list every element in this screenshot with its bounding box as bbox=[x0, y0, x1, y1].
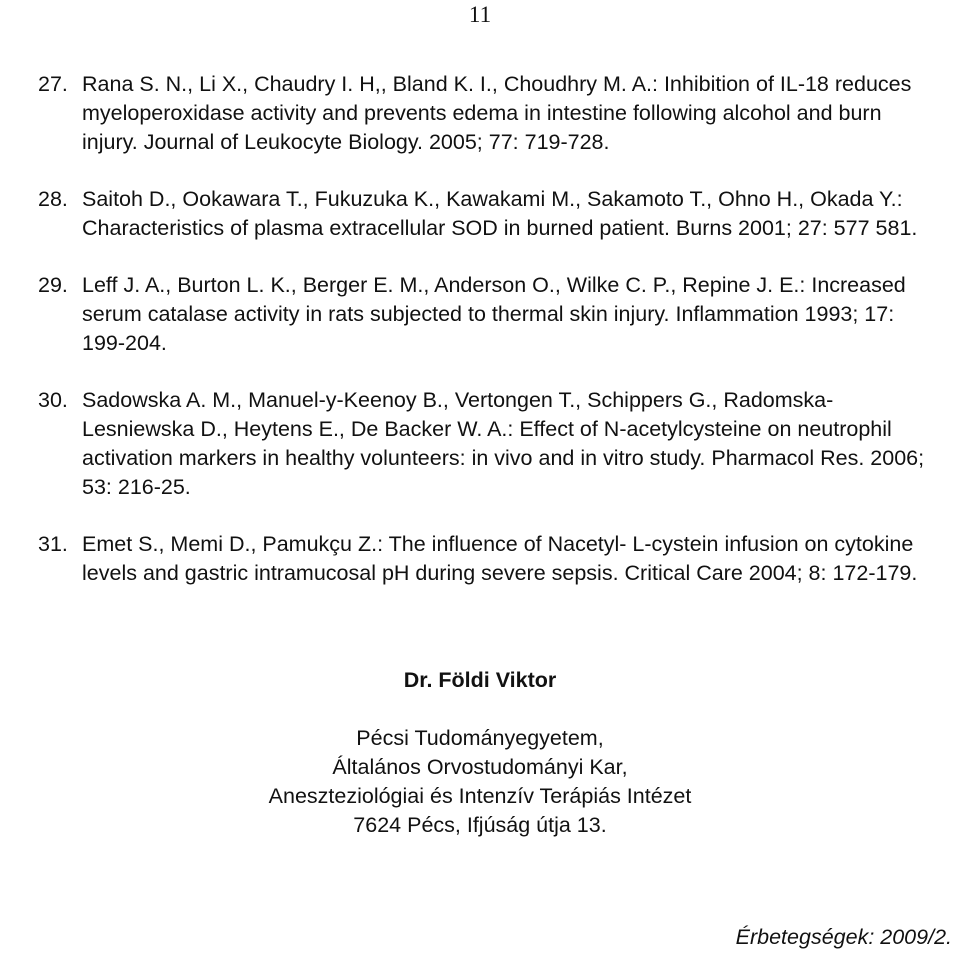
reference-item bbox=[38, 386, 938, 502]
reference-number: 28. bbox=[38, 187, 68, 211]
reference-text: Saitoh D., Ookawara T., Fukuzuka K., Kawakami M., Sakamoto T., Ohno H., Okada Y.: Characteristics of plasma extracellular SOD in burned patient. Burns 2001; 27: 577 581. bbox=[82, 187, 918, 240]
affiliation-line: Aneszteziológiai és Intenzív Terápiás Intézet bbox=[268, 784, 692, 808]
author-block bbox=[0, 666, 960, 840]
reference-list bbox=[38, 70, 938, 616]
affiliation-line: Általános Orvostudományi Kar, bbox=[332, 755, 628, 779]
address-line: 7624 Pécs, Ifjúság útja 13. bbox=[353, 813, 607, 837]
journal-footer: Érbetegségek: 2009/2. bbox=[735, 925, 952, 949]
reference-text: Emet S., Memi D., Pamukçu Z.: The influence of Nacetyl- L-cystein infusion on cytokine levels and gastric intramucosal pH during severe sepsis. Critical Care 2004; 8: 172-179. bbox=[82, 532, 918, 585]
reference-number: 27. bbox=[38, 72, 68, 96]
reference-text: Sadowska A. M., Manuel-y-Keenoy B., Vertongen T., Schippers G., Radomska-Lesniewska D., Heytens E., De Backer W. A.: Effect of N-acetylcysteine on neutrophil activation markers in healthy volunteers: in vivo and in vitro study. Pharmacol Res. 2006; 53: 216-25. bbox=[82, 388, 925, 499]
reference-item bbox=[38, 271, 938, 358]
reference-number: 29. bbox=[38, 273, 68, 297]
reference-item bbox=[38, 70, 938, 157]
author-name: Dr. Földi Viktor bbox=[403, 668, 557, 692]
reference-number: 30. bbox=[38, 388, 68, 412]
affiliation-line: Pécsi Tudományegyetem, bbox=[356, 726, 604, 750]
reference-text: Leff J. A., Burton L. K., Berger E. M., Anderson O., Wilke C. P., Repine J. E.: Increased serum catalase activity in rats subjected to thermal skin injury. Inflammation 1993; 17: 199-204. bbox=[82, 273, 906, 355]
reference-text: Rana S. N., Li X., Chaudry I. H,, Bland K. I., Choudhry M. A.: Inhibition of IL-18 reduces myeloperoxidase activity and prevents edema in intestine following alcohol and burn injury. Journal of Leukocyte Biology. 2005; 77: 719-728. bbox=[82, 72, 912, 154]
reference-item bbox=[38, 185, 938, 243]
reference-number: 31. bbox=[38, 532, 68, 556]
reference-item bbox=[38, 530, 938, 588]
page-number: 11 bbox=[468, 2, 492, 27]
